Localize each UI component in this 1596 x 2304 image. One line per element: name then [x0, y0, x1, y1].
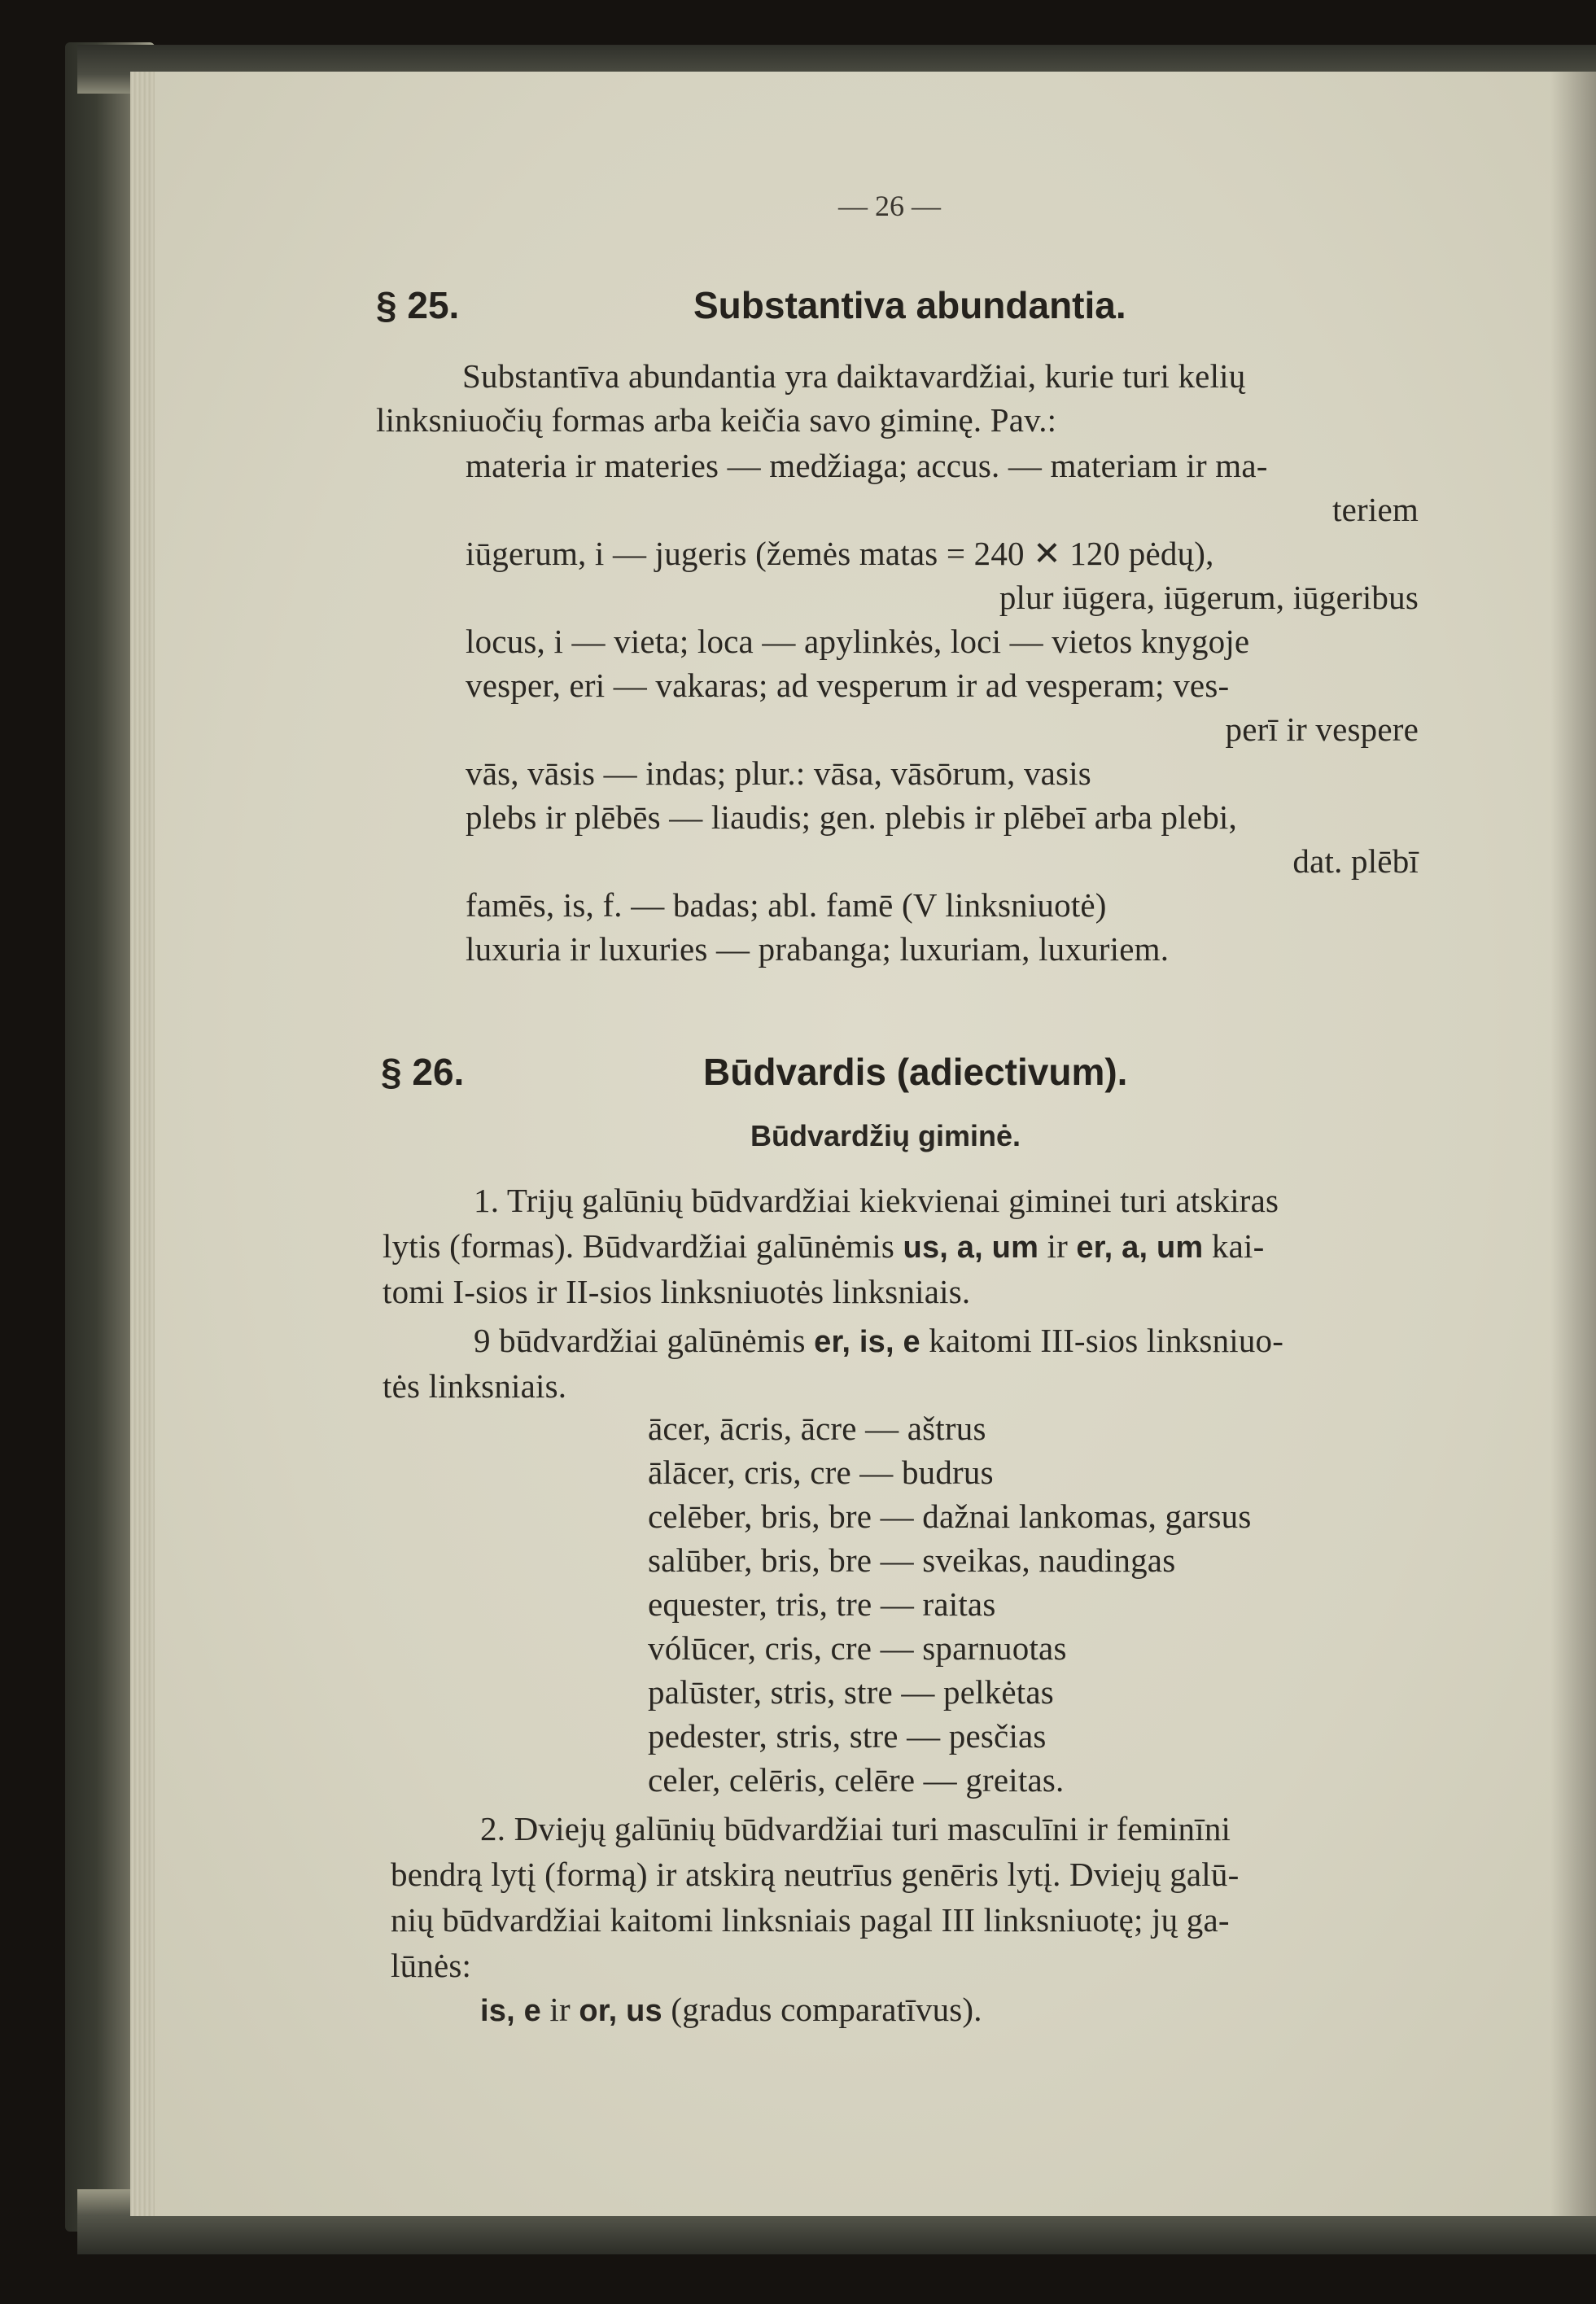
adjective-example: salūber, bris, bre — sveikas, naudingas: [648, 1541, 1176, 1579]
text-run: ir: [1047, 1227, 1068, 1265]
paragraph-2-line: tės linksniais.: [383, 1367, 567, 1405]
section-25-intro-line: Substantīva abundantia yra daiktavardžiai, kurie turi kelių: [462, 357, 1246, 395]
adjective-example: celēber, bris, bre — dažnai lankomas, garsus: [648, 1497, 1252, 1535]
ending-bold: or, us: [579, 1994, 662, 2028]
paragraph-3-line: bendrą lytį (formą) ir atskirą neutrīus genēris lytį. Dviejų galū-: [391, 1856, 1240, 1893]
example-line: luxuria ir luxuries — prabanga; luxuriam, luxuriem.: [466, 930, 1170, 968]
section-25-title: Substantiva abundantia.: [693, 284, 1126, 326]
paragraph-3-line: nių būdvardžiai kaitomi linksniais pagal III linksniuotę; jų ga-: [391, 1901, 1230, 1939]
adjective-example: palūster, stris, stre — pelkėtas: [648, 1673, 1054, 1711]
adjective-example: ācer, ācris, ācre — aštrus: [648, 1410, 986, 1447]
ending-bold: er, a, um: [1076, 1231, 1204, 1265]
text-run: ir: [549, 1991, 571, 2028]
example-line: vesper, eri — vakaras; ad vesperum ir ad vesperam; ves-: [466, 667, 1230, 704]
paragraph-3-line: [480, 1989, 982, 2031]
paragraph-1-line: tomi I-sios ir II-sios linksniuotės linksniais.: [383, 1273, 971, 1310]
example-line: dat. plēbī: [1292, 842, 1419, 880]
adjective-example: equester, tris, tre — raitas: [648, 1585, 996, 1623]
section-26-title: Būdvardis (adiectivum).: [703, 1051, 1128, 1093]
text-run: lytis (formas). Būdvardžiai galūnėmis: [383, 1227, 895, 1265]
adjective-example: ālācer, cris, cre — budrus: [648, 1454, 994, 1491]
adjective-example: celer, celēris, celēre — greitas.: [648, 1761, 1065, 1799]
example-line: vās, vāsis — indas; plur.: vāsa, vāsōrum, vasis: [466, 754, 1091, 792]
section-26-number: § 26.: [381, 1051, 465, 1093]
adjective-example: pedester, stris, stre — pesčias: [648, 1717, 1047, 1755]
paragraph-1-line: 1. Trijų galūnių būdvardžiai kiekvienai giminei turi atskiras: [474, 1182, 1279, 1219]
example-line: teriem: [1332, 491, 1419, 528]
example-line: plur iūgera, iūgerum, iūgeribus: [999, 579, 1419, 616]
paragraph-1-line: [383, 1226, 1264, 1268]
text-run: kaitomi III-sios linksniuo-: [929, 1322, 1284, 1359]
section-26-subtitle: Būdvardžių giminė.: [750, 1119, 1021, 1152]
paragraph-3-line: lūnės:: [391, 1947, 472, 1984]
adjective-example: vólūcer, cris, cre — sparnuotas: [648, 1629, 1067, 1667]
ending-bold: is, e: [480, 1994, 541, 2028]
section-25-number: § 25.: [376, 284, 460, 326]
text-run: kai-: [1211, 1227, 1265, 1265]
example-line: famēs, is, f. — badas; abl. famē (V linksniuotė): [466, 886, 1107, 924]
paragraph-3-line: 2. Dviejų galūnių būdvardžiai turi masculīni ir feminīni: [480, 1810, 1231, 1847]
ending-bold: er, is, e: [814, 1325, 920, 1359]
text-run: (gradus comparatīvus).: [671, 1991, 982, 2028]
example-line: iūgerum, i — jugeris (žemės matas = 240 ✕ 120 pėdų),: [466, 535, 1214, 572]
page-number: — 26 —: [838, 190, 941, 222]
text-run: 9 būdvardžiai galūnėmis: [474, 1322, 806, 1359]
section-25-intro-line: linksniuočių formas arba keičia savo giminę. Pav.:: [376, 401, 1057, 439]
example-line: perī ir vespere: [1225, 710, 1419, 748]
paragraph-2-line: [474, 1320, 1283, 1362]
ending-bold: us, a, um: [903, 1231, 1039, 1265]
example-line: locus, i — vieta; loca — apylinkės, loci — vietos knygoje: [466, 623, 1250, 660]
example-line: materia ir materies — medžiaga; accus. — materiam ir ma-: [466, 447, 1268, 484]
example-line: plebs ir plēbēs — liaudis; gen. plebis ir plēbeī arba plebi,: [466, 798, 1237, 836]
